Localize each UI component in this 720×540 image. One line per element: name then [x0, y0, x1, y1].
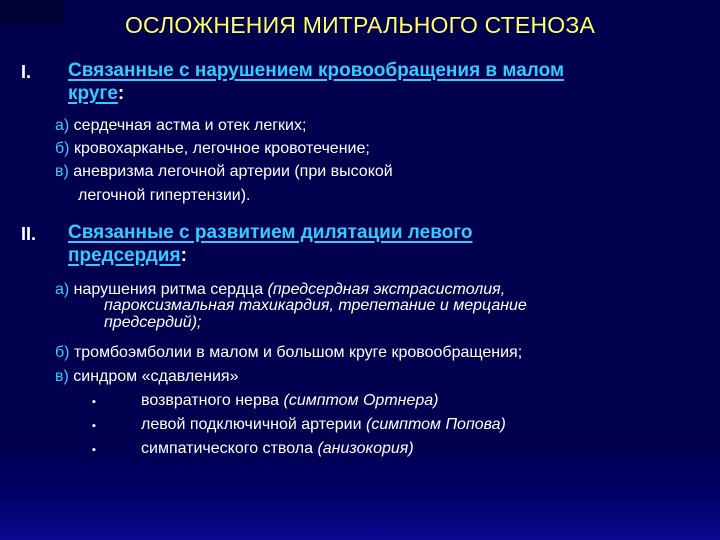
section-1-heading-line2: круге: [68, 83, 118, 104]
section-1-heading-line2-wrap: [68, 82, 564, 105]
section-1-continuation: легочной гипертензии).: [78, 187, 251, 204]
bullet-icon: ▪: [92, 420, 96, 432]
section-2-heading-line2-wrap: [68, 244, 473, 267]
section-2-heading-line1: Связанные с развитием дилятации левого: [68, 222, 473, 243]
bullet-italic: (симптом Попова): [365, 416, 506, 433]
bullet-item-3: [141, 440, 414, 458]
section-2-item-a-cont1: пароксизмальная тахикардия, трепетание и мерцание: [104, 297, 527, 314]
bullet-item-2: [141, 416, 506, 434]
item-label: а): [55, 117, 70, 134]
item-italic: (предсердная экстрасистолия,: [267, 281, 506, 298]
bullet-text: симпатического ствола: [141, 440, 318, 457]
section-1-item-b: [55, 140, 370, 158]
item-label: а): [55, 281, 70, 298]
item-label: б): [55, 344, 70, 361]
item-text: сердечная астма и отек легких;: [69, 117, 307, 134]
item-text: нарушения ритма сердца: [69, 281, 268, 298]
section-2-heading-line2: предсердия: [68, 245, 181, 266]
bullet-icon: ▪: [92, 444, 96, 456]
item-text: кровохарканье, легочное кровотечение;: [69, 140, 370, 157]
section-2-numeral: II.: [21, 224, 37, 244]
section-1-colon: :: [117, 83, 125, 104]
bullet-item-1: [141, 392, 438, 410]
section-2-heading: [68, 221, 473, 267]
section-2-colon: :: [180, 245, 187, 266]
section-1-heading: [68, 59, 564, 105]
bullet-italic: (симптом Ортнера): [283, 392, 439, 409]
section-2-item-a-cont2: предсердий);: [104, 314, 202, 331]
section-1-item-a: [55, 117, 306, 135]
section-1-heading-line1: Связанные с нарушением кровообращения в малом: [68, 60, 564, 81]
bullet-icon: ▪: [92, 396, 96, 408]
item-text: аневризма легочной артерии (при высокой: [68, 163, 393, 180]
item-text: синдром «сдавления»: [68, 368, 239, 385]
item-label: б): [55, 140, 70, 157]
item-text: тромбоэмболии в малом и большом круге кровообращения;: [69, 344, 523, 361]
bullet-text: возвратного нерва: [141, 392, 284, 409]
item-label: в): [55, 163, 69, 180]
bullet-italic: (анизокория): [317, 440, 414, 457]
section-2-item-c: [55, 368, 238, 386]
section-1-item-c: [55, 163, 393, 181]
bullet-text: левой подключичной артерии: [141, 416, 366, 433]
section-2-item-b: [55, 344, 522, 362]
page-title: ОСЛОЖНЕНИЯ МИТРАЛЬНОГО СТЕНОЗА: [124, 12, 596, 38]
section-1-numeral: I.: [21, 62, 32, 82]
item-label: в): [55, 368, 69, 385]
